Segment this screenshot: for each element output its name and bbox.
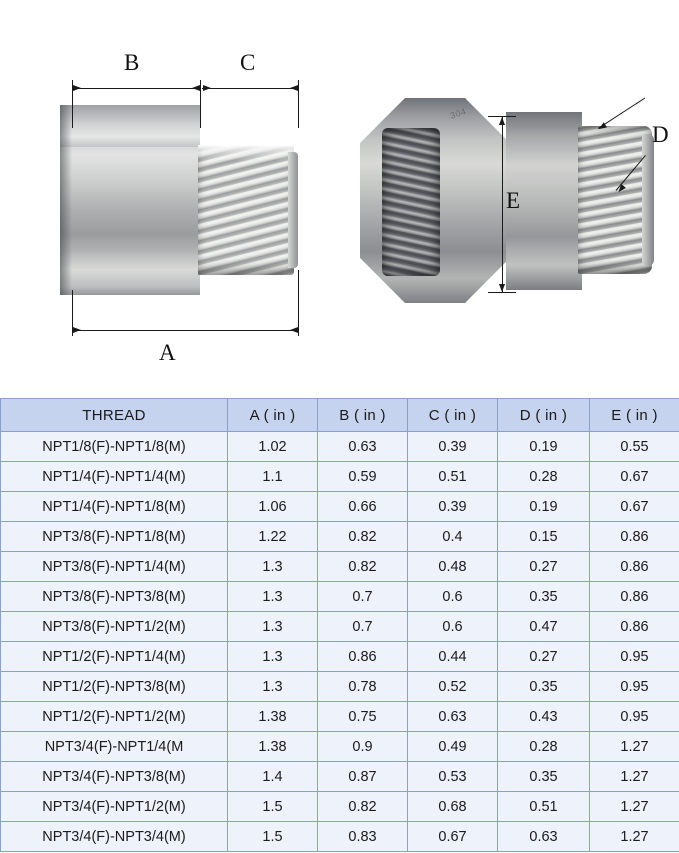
- table-row: [1, 822, 679, 852]
- cell-dimension: 1.1: [228, 462, 318, 492]
- cell-dimension: 1.3: [228, 582, 318, 612]
- male-thread-photo: [578, 126, 652, 274]
- column-header-e: E ( in ): [590, 399, 679, 432]
- male-thread-shape: [198, 145, 294, 275]
- table-header-row: [1, 399, 679, 432]
- dim-a-arrow-right: [290, 327, 298, 333]
- cell-dimension: 0.86: [590, 612, 679, 642]
- cell-dimension: 1.27: [590, 732, 679, 762]
- dim-b-label: B: [124, 50, 140, 75]
- cell-dimension: 0.75: [318, 702, 408, 732]
- dim-a-arrow-left: [73, 327, 81, 333]
- dim-d-label: D: [652, 122, 669, 147]
- left-fitting-drawing: [0, 0, 330, 395]
- cell-dimension: 0.82: [318, 522, 408, 552]
- cell-dimension: 0.35: [498, 672, 590, 702]
- hex-left-shadow: [60, 105, 72, 295]
- cell-dimension: 0.66: [318, 492, 408, 522]
- cell-dimension: 0.52: [408, 672, 498, 702]
- cell-dimension: 1.27: [590, 822, 679, 852]
- dim-b-line: [72, 88, 200, 89]
- dim-c-tick-right: [298, 80, 299, 128]
- cell-dimension: 0.78: [318, 672, 408, 702]
- dim-c-arrow-left: [203, 85, 211, 91]
- cell-dimension: 0.63: [408, 702, 498, 732]
- column-header-b: B ( in ): [318, 399, 408, 432]
- cell-dimension: 0.39: [408, 432, 498, 462]
- column-header-c: C ( in ): [408, 399, 498, 432]
- cell-dimension: 0.44: [408, 642, 498, 672]
- cell-dimension: 1.22: [228, 522, 318, 552]
- cell-thread: NPT3/4(F)-NPT1/2(M): [1, 792, 228, 822]
- cell-dimension: 0.19: [498, 492, 590, 522]
- cell-dimension: 0.27: [498, 552, 590, 582]
- diagram-area: [0, 0, 679, 395]
- cell-dimension: 0.4: [408, 522, 498, 552]
- dim-e-arrow-top: [499, 117, 505, 125]
- cell-dimension: 1.4: [228, 762, 318, 792]
- dim-b-tick-right: [200, 80, 201, 128]
- table-row: [1, 762, 679, 792]
- table-row: [1, 492, 679, 522]
- male-thread-end-face: [642, 134, 654, 266]
- cell-dimension: 1.3: [228, 672, 318, 702]
- cell-thread: NPT1/2(F)-NPT1/4(M): [1, 642, 228, 672]
- table-row: [1, 582, 679, 612]
- table-row: [1, 612, 679, 642]
- cell-thread: NPT1/4(F)-NPT1/4(M): [1, 462, 228, 492]
- cell-dimension: 0.53: [408, 762, 498, 792]
- cell-dimension: 0.51: [408, 462, 498, 492]
- table-row: [1, 702, 679, 732]
- cell-dimension: 0.48: [408, 552, 498, 582]
- cell-dimension: 0.43: [498, 702, 590, 732]
- dim-b-arrow-left: [73, 85, 81, 91]
- cell-dimension: 0.82: [318, 552, 408, 582]
- dim-c-arrow-right: [290, 85, 298, 91]
- column-header-a: A ( in ): [228, 399, 318, 432]
- table-row: [1, 432, 679, 462]
- cell-thread: NPT3/8(F)-NPT1/2(M): [1, 612, 228, 642]
- cell-dimension: 0.51: [498, 792, 590, 822]
- cell-dimension: 0.67: [590, 492, 679, 522]
- cell-dimension: 0.27: [498, 642, 590, 672]
- cell-dimension: 1.38: [228, 732, 318, 762]
- dim-e-tick-bottom: [488, 292, 516, 293]
- cell-thread: NPT3/8(F)-NPT1/8(M): [1, 522, 228, 552]
- cell-dimension: 0.35: [498, 582, 590, 612]
- cell-dimension: 0.55: [590, 432, 679, 462]
- cell-dimension: 0.86: [590, 582, 679, 612]
- cell-dimension: 0.9: [318, 732, 408, 762]
- table-row: [1, 642, 679, 672]
- cell-dimension: 0.67: [408, 822, 498, 852]
- cell-dimension: 0.83: [318, 822, 408, 852]
- column-header-thread: THREAD: [1, 399, 228, 432]
- cell-dimension: 0.63: [318, 432, 408, 462]
- cell-thread: NPT1/2(F)-NPT3/8(M): [1, 672, 228, 702]
- cell-dimension: 0.86: [318, 642, 408, 672]
- cell-dimension: 1.02: [228, 432, 318, 462]
- cell-dimension: 0.95: [590, 642, 679, 672]
- cell-dimension: 1.27: [590, 762, 679, 792]
- cell-dimension: 0.86: [590, 552, 679, 582]
- table-row: [1, 462, 679, 492]
- cell-dimension: 1.3: [228, 612, 318, 642]
- cell-dimension: 0.7: [318, 612, 408, 642]
- female-thread-bore: [382, 128, 440, 276]
- cell-dimension: 1.27: [590, 792, 679, 822]
- cell-thread: NPT3/4(F)-NPT3/8(M): [1, 762, 228, 792]
- hex-bottom-facet: [60, 253, 200, 295]
- cell-thread: NPT1/8(F)-NPT1/8(M): [1, 432, 228, 462]
- cell-thread: NPT1/4(F)-NPT1/8(M): [1, 492, 228, 522]
- cell-dimension: 1.06: [228, 492, 318, 522]
- cell-dimension: 0.7: [318, 582, 408, 612]
- cell-dimension: 0.6: [408, 582, 498, 612]
- cell-dimension: 0.47: [498, 612, 590, 642]
- table-row: [1, 732, 679, 762]
- cell-dimension: 0.95: [590, 702, 679, 732]
- cell-dimension: 0.6: [408, 612, 498, 642]
- cell-thread: NPT3/8(F)-NPT1/4(M): [1, 552, 228, 582]
- cell-dimension: 0.59: [318, 462, 408, 492]
- hex-top-facet: [60, 105, 200, 147]
- cell-thread: NPT3/4(F)-NPT3/4(M): [1, 822, 228, 852]
- dim-e-label: E: [506, 188, 521, 213]
- table-row: [1, 672, 679, 702]
- cell-dimension: 0.39: [408, 492, 498, 522]
- dim-c-line: [202, 88, 298, 89]
- spec-table-container: [0, 398, 679, 852]
- cell-dimension: 0.19: [498, 432, 590, 462]
- cell-dimension: 0.82: [318, 792, 408, 822]
- cell-dimension: 0.15: [498, 522, 590, 552]
- thread-highlight: [198, 145, 294, 161]
- right-fitting-photo: [330, 0, 679, 395]
- cell-dimension: 1.5: [228, 792, 318, 822]
- spec-table: [0, 398, 679, 852]
- cell-dimension: 0.28: [498, 732, 590, 762]
- table-row: [1, 522, 679, 552]
- table-body: [1, 432, 679, 852]
- cell-dimension: 1.3: [228, 552, 318, 582]
- cell-dimension: 0.35: [498, 762, 590, 792]
- cell-dimension: 1.3: [228, 642, 318, 672]
- cell-thread: NPT1/2(F)-NPT1/2(M): [1, 702, 228, 732]
- dim-a-line: [72, 330, 298, 331]
- material-stamp: 304: [448, 106, 468, 121]
- cell-dimension: 0.67: [590, 462, 679, 492]
- cell-thread: NPT3/8(F)-NPT3/8(M): [1, 582, 228, 612]
- dim-a-label: A: [159, 340, 176, 365]
- cell-thread: NPT3/4(F)-NPT1/4(M: [1, 732, 228, 762]
- cell-dimension: 0.68: [408, 792, 498, 822]
- thread-end-face: [288, 152, 298, 268]
- dim-b-arrow-right: [192, 85, 200, 91]
- cell-dimension: 1.5: [228, 822, 318, 852]
- dim-e-arrow-bottom: [499, 284, 505, 292]
- dim-a-tick-right: [298, 270, 299, 336]
- cell-dimension: 0.86: [590, 522, 679, 552]
- dim-c-label: C: [240, 50, 256, 75]
- cell-dimension: 0.49: [408, 732, 498, 762]
- dim-e-line: [502, 116, 503, 292]
- cell-dimension: 0.95: [590, 672, 679, 702]
- table-row: [1, 792, 679, 822]
- cell-dimension: 0.28: [498, 462, 590, 492]
- cell-dimension: 1.38: [228, 702, 318, 732]
- cell-dimension: 0.63: [498, 822, 590, 852]
- table-row: [1, 552, 679, 582]
- cell-dimension: 0.87: [318, 762, 408, 792]
- column-header-d: D ( in ): [498, 399, 590, 432]
